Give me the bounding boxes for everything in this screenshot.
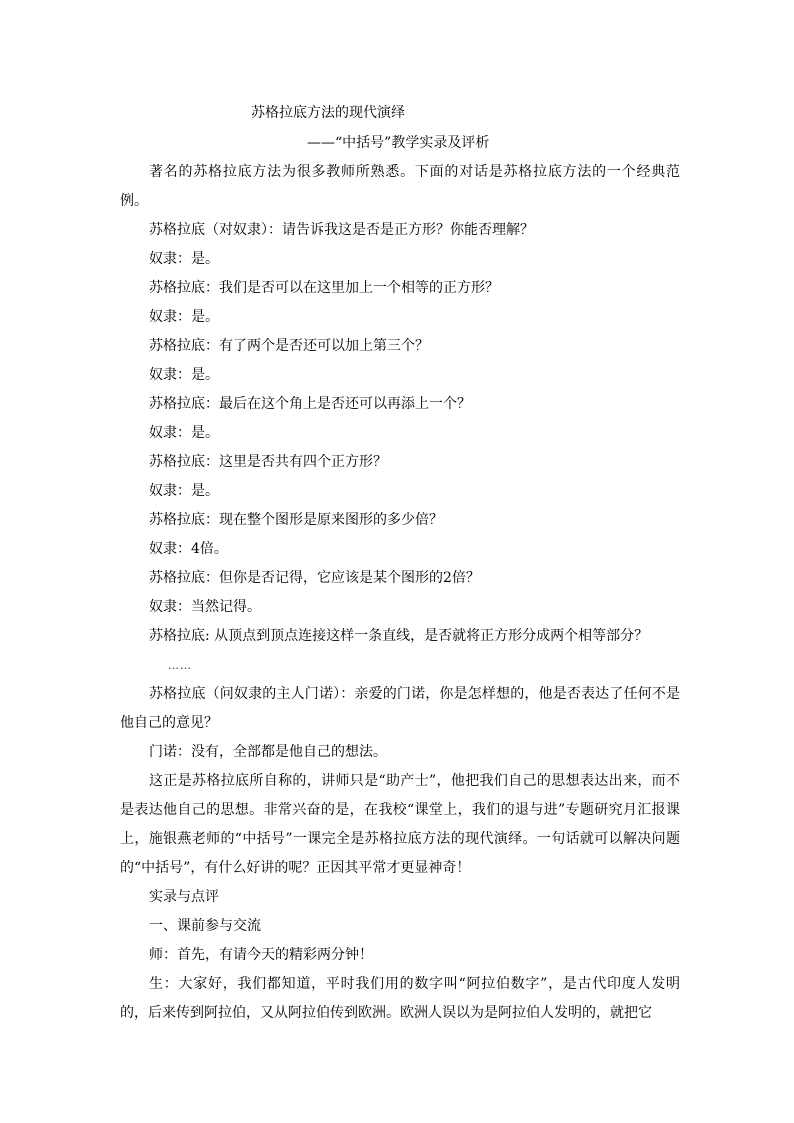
section-subheading: 一、课前参与交流: [149, 918, 261, 934]
paragraph: 著名的苏格拉底方法为很多教师所熟悉。下面的对话是苏格拉底方法的一个经典范例。: [120, 164, 680, 209]
document-title: 苏格拉底方法的现代演绎: [251, 105, 405, 121]
dialogue-line: 苏格拉底：我们是否可以在这里加上一个相等的正方形？: [149, 280, 499, 296]
dialogue-line: 奴隶：是。: [149, 309, 219, 325]
dialogue-line: 门诺：没有，全部都是他自己的想法。: [149, 744, 387, 760]
dialogue-line: 奴隶：4倍。: [149, 541, 228, 557]
dialogue-line: 生：大家好，我们都知道，平时我们用的数字叫“阿拉伯数字”，是古代印度人发明的，后来传到阿拉伯，又从阿拉伯传到欧洲。欧洲人误以为是阿拉伯人发明的，就把它: [120, 976, 680, 1021]
ellipsis: ……: [168, 659, 192, 672]
section-heading: 实录与点评: [149, 889, 219, 905]
dialogue-line: 奴隶：是。: [149, 251, 219, 267]
dialogue-line: 师：首先，有请今天的精彩两分钟！: [149, 947, 373, 963]
dialogue-line: 奴隶：是。: [149, 483, 219, 499]
dialogue-line: 苏格拉底：有了两个是否还可以加上第三个？: [149, 338, 429, 354]
dialogue-line: 苏格拉底（对奴隶）：请告诉我这是否是正方形？你能否理解？: [149, 222, 534, 238]
document-body: [120, 158, 680, 1028]
dialogue-line: 苏格拉底（问奴隶的主人门诺）：亲爱的门诺，你是怎样想的，他是否表达了任何不是他自己的意见？: [120, 686, 680, 731]
dialogue-line: 奴隶：是。: [149, 425, 219, 441]
dialogue-line: 苏格拉底：这里是否共有四个正方形？: [149, 454, 387, 470]
paragraph: 这正是苏格拉底所自称的，讲师只是“助产士”，他把我们自己的思想表达出来，而不是表达他自己的思想。非常兴奋的是，在我校“课堂上，我们的退与进”专题研究月汇报课上，施银燕老师的“中括号”一课完全是苏格拉底方法的现代演绎。一句话就可以解决问题的“中括号”，有什么好讲的呢？正因其平常才更显神奇！: [120, 773, 680, 876]
dialogue-line: 苏格拉底：最后在这个角上是否还可以再添上一个？: [149, 396, 471, 412]
dialogue-line: 苏格拉底：现在整个图形是原来图形的多少倍？: [149, 512, 443, 528]
dialogue-line: 苏格拉底: 从顶点到顶点连接这样一条直线，是否就将正方形分成两个相等部分？: [149, 628, 649, 644]
document-subtitle: ——“中括号”教学实录及评析: [307, 135, 490, 151]
dialogue-line: 苏格拉底：但你是否记得，它应该是某个图形的2倍？: [149, 570, 480, 586]
dialogue-line: 奴隶：是。: [149, 367, 219, 383]
dialogue-line: 奴隶：当然记得。: [149, 599, 261, 615]
